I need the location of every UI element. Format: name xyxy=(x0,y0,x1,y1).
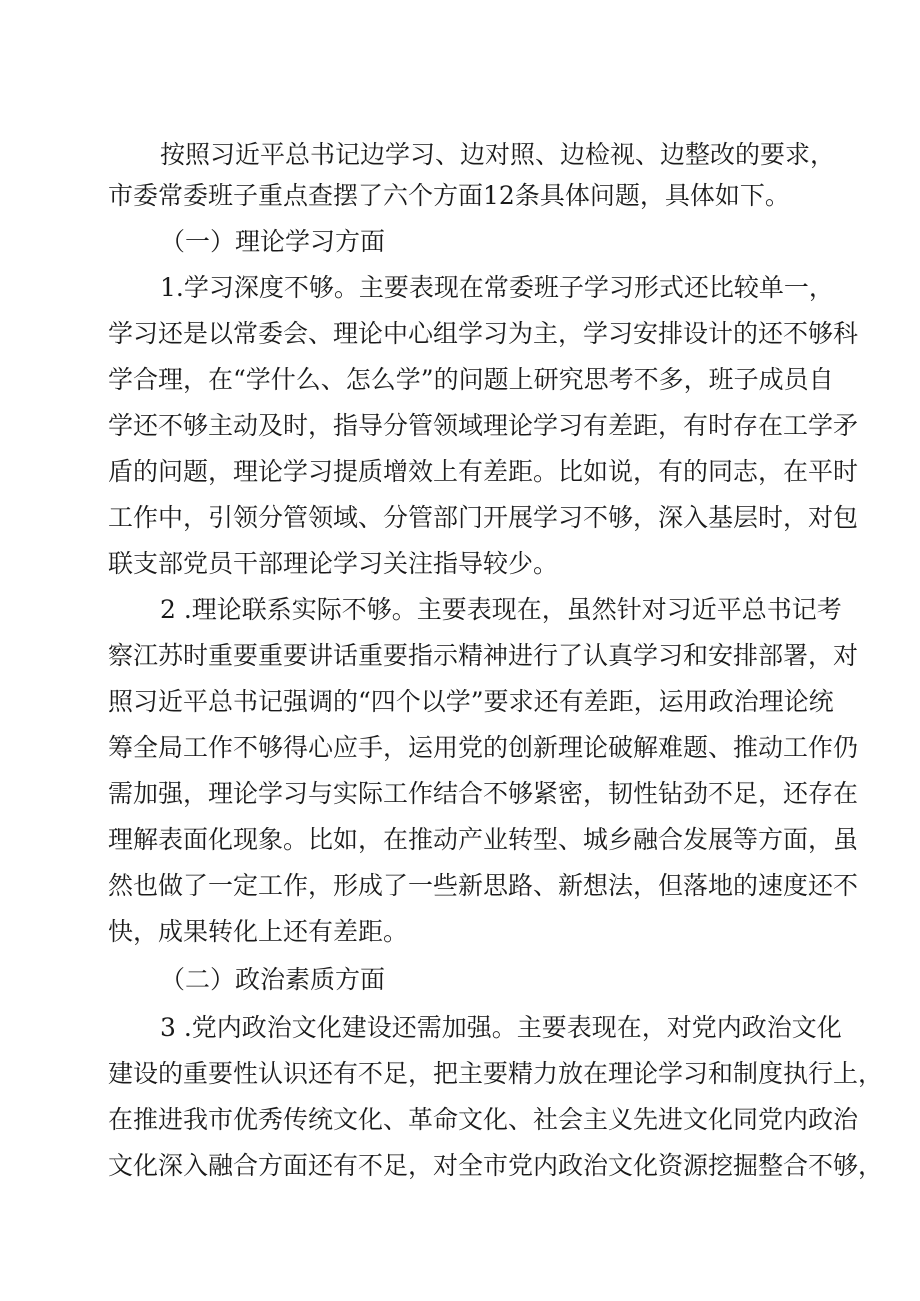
item-2-line-6: 理解表面化现象。比如，在推动产业转型、城乡融合发展等方面，虽 xyxy=(108,825,859,854)
item-1-line-7: 联支部党员干部理论学习关注指导较少。 xyxy=(108,549,559,578)
item-3-line-2: 建设的重要性认识还有不足，把主要精力放在理论学习和制度执行上， xyxy=(108,1059,884,1088)
paragraph-intro-line-2: 市委常委班子重点查摆了六个方面12条具体问题，具体如下。 xyxy=(108,181,790,210)
section-heading-theory-study: （一）理论学习方面 xyxy=(160,227,386,256)
item-2-line-5: 需加强，理论学习与实际工作结合不够紧密，韧性钻劲不足，还存在 xyxy=(108,779,859,808)
paragraph-intro-line-1: 按照习近平总书记边学习、边对照、边检视、边整改的要求， xyxy=(160,140,836,169)
item-1-line-5: 盾的问题，理论学习提质增效上有差距。比如说，有的同志，在平时 xyxy=(108,457,859,486)
section-heading-political-quality: （二）政治素质方面 xyxy=(160,965,386,994)
item-2-line-8: 快，成果转化上还有差距。 xyxy=(108,917,409,946)
item-1-line-2: 学习还是以常委会、理论中心组学习为主，学习安排设计的还不够科 xyxy=(108,319,859,348)
item-3-line-4: 文化深入融合方面还有不足，对全市党内政治文化资源挖掘整合不够， xyxy=(108,1151,884,1180)
item-1-line-3: 学合理，在“学什么、怎么学”的问题上研究思考不多，班子成员自 xyxy=(108,365,834,394)
item-2-line-7: 然也做了一定工作，形成了一些新思路、新想法，但落地的速度还不 xyxy=(108,871,859,900)
item-2-line-2: 察江苏时重要重要讲话重要指示精神进行了认真学习和安排部署，对 xyxy=(108,641,859,670)
item-3-line-3: 在推进我市优秀传统文化、革命文化、社会主义先进文化同党内政治 xyxy=(108,1105,859,1134)
item-1-line-6: 工作中，引领分管领域、分管部门开展学习不够，深入基层时，对包 xyxy=(108,503,859,532)
item-2-line-4: 筹全局工作不够得心应手，运用党的创新理论破解难题、推动工作仍 xyxy=(108,733,859,762)
item-1-line-4: 学还不够主动及时，指导分管领域理论学习有差距，有时存在工学矛 xyxy=(108,411,859,440)
item-2-line-1: 2 .理论联系实际不够。主要表现在，虽然针对习近平总书记考 xyxy=(160,595,842,624)
item-1-line-1: 1.学习深度不够。主要表现在常委班子学习形式还比较单一， xyxy=(160,273,834,302)
item-3-line-1: 3 .党内政治文化建设还需加强。主要表现在，对党内政治文化 xyxy=(160,1013,842,1042)
item-2-line-3: 照习近平总书记强调的“四个以学”要求还有差距，运用政治理论统 xyxy=(108,687,834,716)
